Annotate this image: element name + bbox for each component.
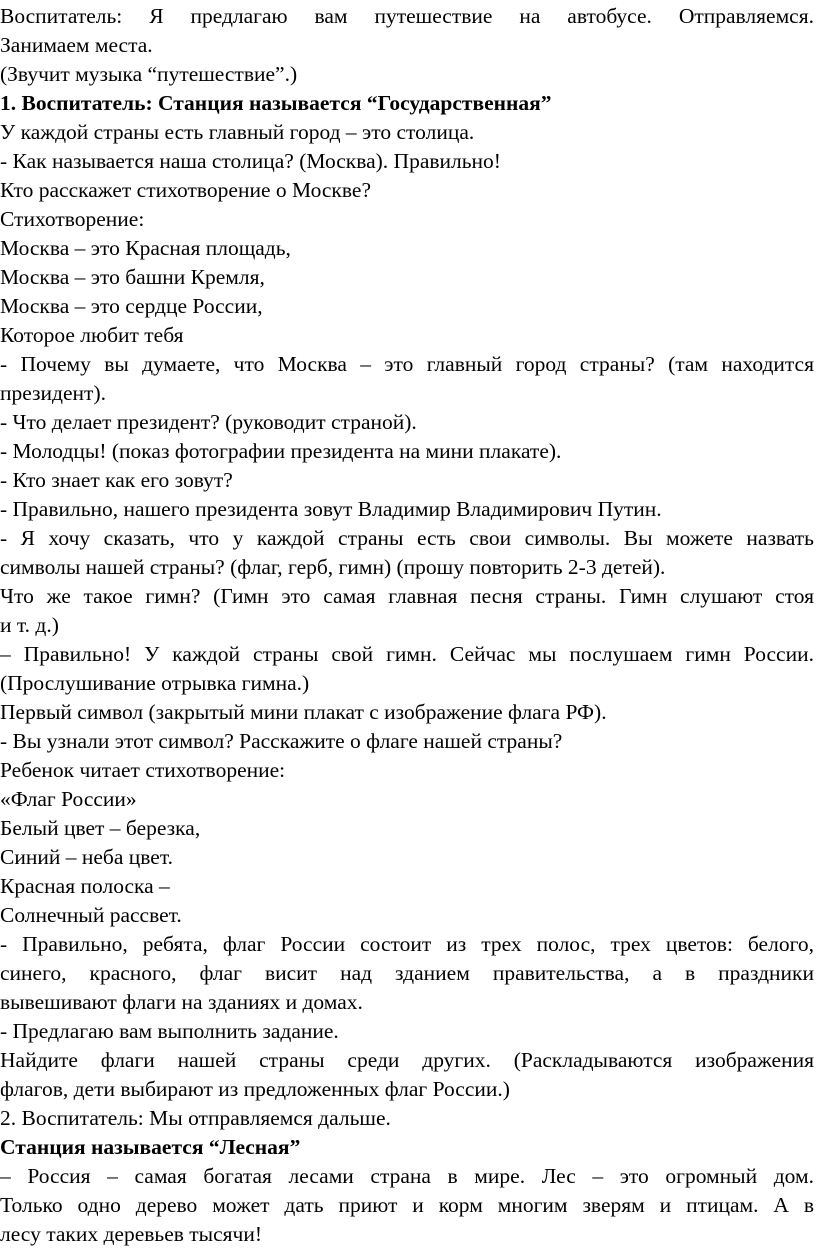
- text-line: - Молодцы! (показ фотографии президента на мини плакате).: [0, 439, 562, 463]
- text-line: – Правильно! У каждой страны свой гимн. Сейчас мы послушаем гимн России.: [0, 642, 814, 666]
- text-line: - Как называется наша столица? (Москва). Правильно!: [0, 149, 501, 173]
- text-line: Красная полоска –: [0, 874, 170, 898]
- text-line: Ребенок читает стихотворение:: [0, 758, 286, 782]
- text-line: Москва – это Красная площадь,: [0, 236, 291, 260]
- text-line: вывешивают флаги на зданиях и домах.: [0, 990, 363, 1014]
- text-line: - Кто знает как его зовут?: [0, 468, 233, 492]
- text-line: Найдите флаги нашей страны среди других. (Раскладываются изображения: [0, 1048, 814, 1072]
- text-line: Стихотворение:: [0, 207, 145, 231]
- text-line: Которое любит тебя: [0, 323, 184, 347]
- text-line: – Россия – самая богатая лесами страна в мире. Лес – это огромный дом.: [0, 1164, 814, 1188]
- text-line: - Почему вы думаете, что Москва – это главный город страны? (там находится: [0, 352, 814, 376]
- text-line: синего, красного, флаг висит над зданием правительства, а в праздники: [0, 961, 814, 985]
- text-line: - Правильно, нашего президента зовут Владимир Владимирович Путин.: [0, 497, 662, 521]
- text-line: - Правильно, ребята, флаг России состоит из трех полос, трех цветов: белого,: [0, 932, 814, 956]
- text-line: символы нашей страны? (флаг, герб, гимн) (прошу повторить 2-3 детей).: [0, 555, 666, 579]
- text-line: Только одно дерево может дать приют и корм многим зверям и птицам. А в: [0, 1193, 814, 1217]
- text-line: Москва – это сердце России,: [0, 294, 263, 318]
- text-line: Синий – неба цвет.: [0, 845, 173, 869]
- text-line: (Звучит музыка “путешествие”.): [0, 62, 298, 86]
- text-line: - Что делает президент? (руководит страной).: [0, 410, 417, 434]
- text-line: - Вы узнали этот символ? Расскажите о флаге нашей страны?: [0, 729, 563, 753]
- text-line: 2. Воспитатель: Мы отправляемся дальше.: [0, 1106, 391, 1130]
- document-page: [0, 2, 814, 1249]
- text-line: президент).: [0, 381, 106, 405]
- text-line: «Флаг России»: [0, 787, 137, 811]
- text-line: Белый цвет – березка,: [0, 816, 201, 840]
- text-line: Что же такое гимн? (Гимн это самая главная песня страны. Гимн слушают стоя: [0, 584, 814, 608]
- text-line: - Предлагаю вам выполнить задание.: [0, 1019, 339, 1043]
- heading-line: 1. Воспитатель: Станция называется “Государственная”: [0, 91, 552, 115]
- heading-line: Станция называется “Лесная”: [0, 1135, 301, 1159]
- text-line: Воспитатель: Я предлагаю вам путешествие на автобусе. Отправляемся.: [0, 4, 814, 28]
- text-line: - Я хочу сказать, что у каждой страны есть свои символы. Вы можете назвать: [0, 526, 814, 550]
- text-line: и т. д.): [0, 613, 59, 637]
- text-line: флагов, дети выбирают из предложенных флаг России.): [0, 1077, 510, 1101]
- text-line: У каждой страны есть главный город – это столица.: [0, 120, 475, 144]
- text-line: Занимаем места.: [0, 33, 153, 57]
- text-line: (Прослушивание отрывка гимна.): [0, 671, 310, 695]
- text-line: Первый символ (закрытый мини плакат с изображение флага РФ).: [0, 700, 607, 724]
- text-line: Солнечный рассвет.: [0, 903, 182, 927]
- text-line: Кто расскажет стихотворение о Москве?: [0, 178, 371, 202]
- text-line: лесу таких деревьев тысячи!: [0, 1222, 263, 1246]
- text-line: Москва – это башни Кремля,: [0, 265, 265, 289]
